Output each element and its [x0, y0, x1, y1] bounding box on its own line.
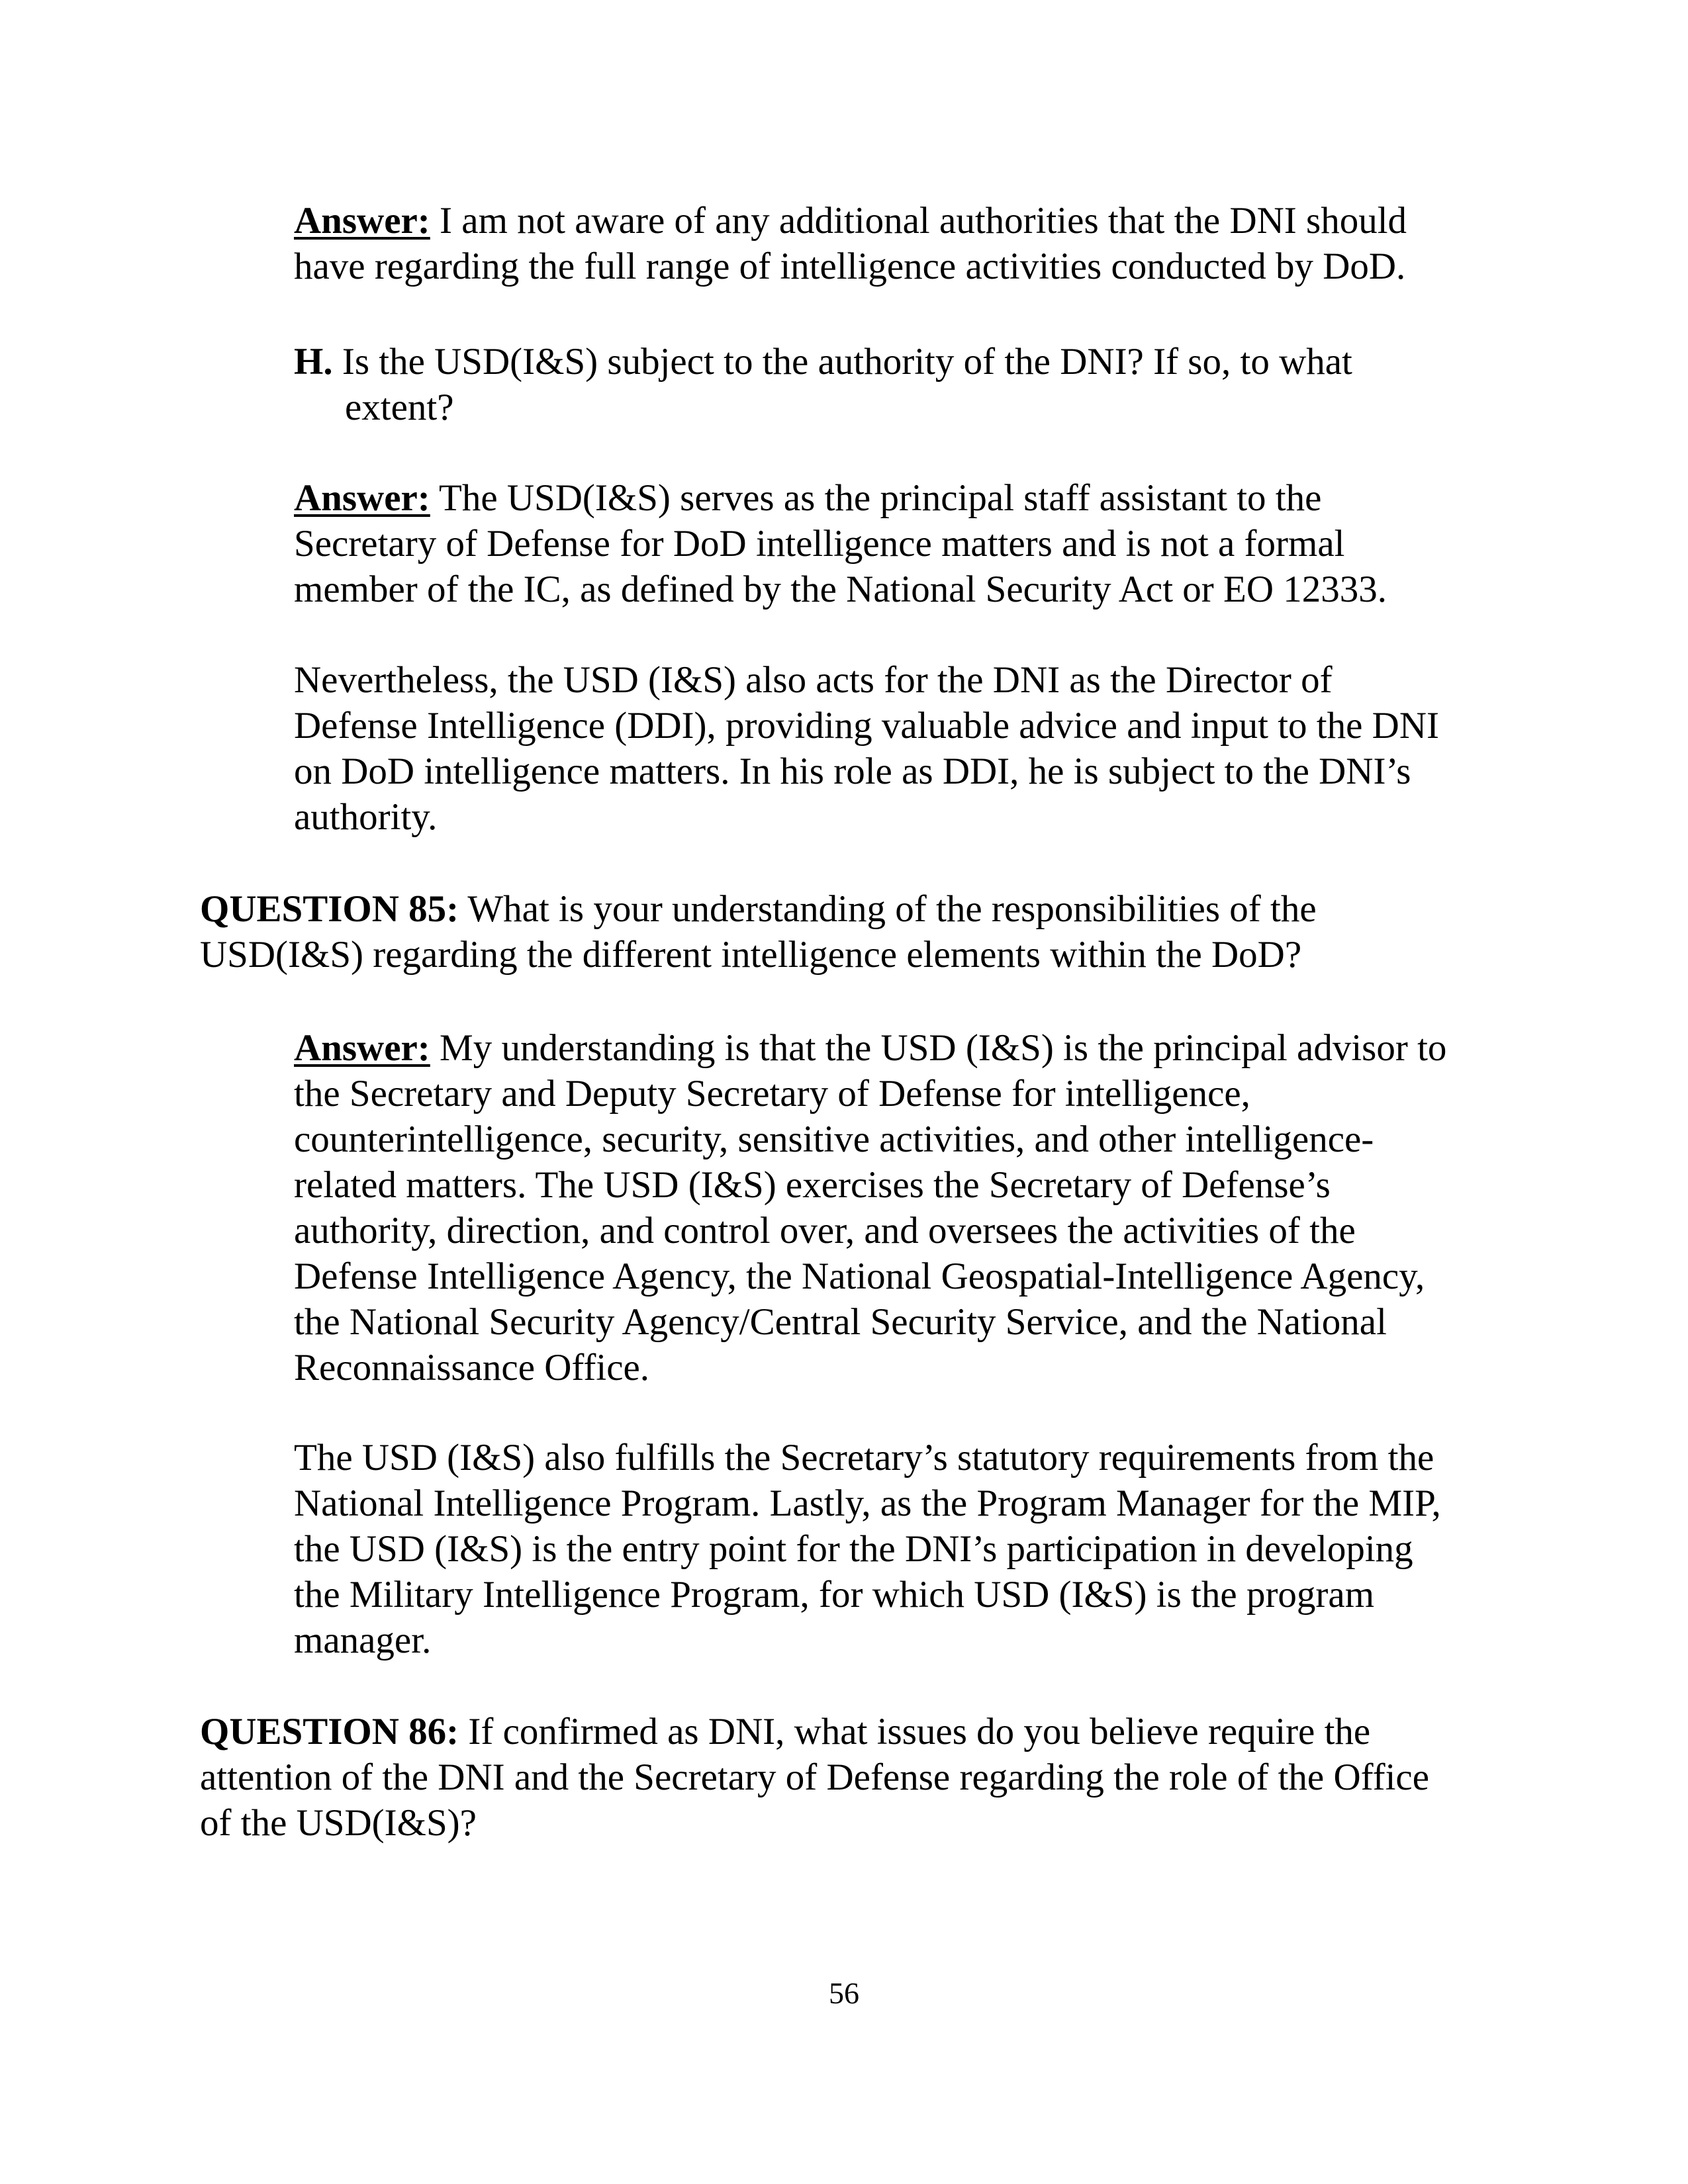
answer-85 [294, 1025, 1446, 1390]
text-line: authority. [294, 796, 438, 838]
text-line: member of the IC, as defined by the National Security Act or EO 12333. [294, 569, 1387, 610]
answer-85-continued [294, 1435, 1441, 1663]
question-label: QUESTION 85: [200, 888, 459, 930]
answer-g [294, 198, 1407, 289]
answer-label: Answer: [294, 477, 430, 519]
text-line: counterintelligence, security, sensitive activities, and other intelligence- [294, 1118, 1374, 1160]
page-number: 56 [829, 1976, 859, 2010]
text-line: Defense Intelligence (DDI), providing valuable advice and input to the DNI [294, 705, 1439, 747]
text-line: of the USD(I&S)? [200, 1802, 477, 1844]
text-line: extent? [345, 387, 454, 428]
answer-label: Answer: [294, 1027, 430, 1069]
text-line: have regarding the full range of intelligence activities conducted by DoD. [294, 246, 1406, 287]
text-line: The USD(I&S) serves as the principal staff assistant to the [430, 477, 1322, 519]
text-line: the National Security Agency/Central Security Service, and the National [294, 1301, 1387, 1343]
question-85 [200, 886, 1317, 978]
answer-label: Answer: [294, 200, 430, 242]
text-line: authority, direction, and control over, and oversees the activities of the [294, 1210, 1356, 1251]
answer-h-continued [294, 657, 1439, 840]
text-line: National Intelligence Program. Lastly, as the Program Manager for the MIP, [294, 1482, 1441, 1524]
text-line: USD(I&S) regarding the different intelligence elements within the DoD? [200, 934, 1302, 976]
text-line: attention of the DNI and the Secretary of Defense regarding the role of the Office [200, 1756, 1430, 1798]
text-line: the USD (I&S) is the entry point for the DNI’s participation in developing [294, 1528, 1413, 1570]
question-86 [200, 1709, 1429, 1846]
text-line: I am not aware of any additional authorities that the DNI should [430, 200, 1407, 242]
answer-h [294, 475, 1387, 612]
text-line: Defense Intelligence Agency, the National Geospatial-Intelligence Agency, [294, 1255, 1425, 1297]
question-h [294, 339, 1352, 430]
text-line: Is the USD(I&S) subject to the authority of the DNI? If so, to what [332, 341, 1352, 383]
text-line: related matters. The USD (I&S) exercises the Secretary of Defense’s [294, 1164, 1331, 1206]
text-line: What is your understanding of the responsibilities of the [459, 888, 1317, 930]
text-line: the Secretary and Deputy Secretary of Defense for intelligence, [294, 1073, 1250, 1115]
text-line: If confirmed as DNI, what issues do you believe require the [459, 1711, 1371, 1752]
text-line: manager. [294, 1619, 432, 1661]
question-label: H. [294, 341, 333, 383]
text-line: the Military Intelligence Program, for which USD (I&S) is the program [294, 1574, 1375, 1615]
text-line: The USD (I&S) also fulfills the Secretary’s statutory requirements from the [294, 1437, 1434, 1479]
text-line: My understanding is that the USD (I&S) is the principal advisor to [430, 1027, 1447, 1069]
text-line: on DoD intelligence matters. In his role as DDI, he is subject to the DNI’s [294, 751, 1411, 792]
question-label: QUESTION 86: [200, 1711, 459, 1752]
text-line: Nevertheless, the USD (I&S) also acts for the DNI as the Director of [294, 659, 1333, 701]
text-line: Secretary of Defense for DoD intelligence matters and is not a formal [294, 523, 1345, 565]
text-line: Reconnaissance Office. [294, 1347, 650, 1388]
